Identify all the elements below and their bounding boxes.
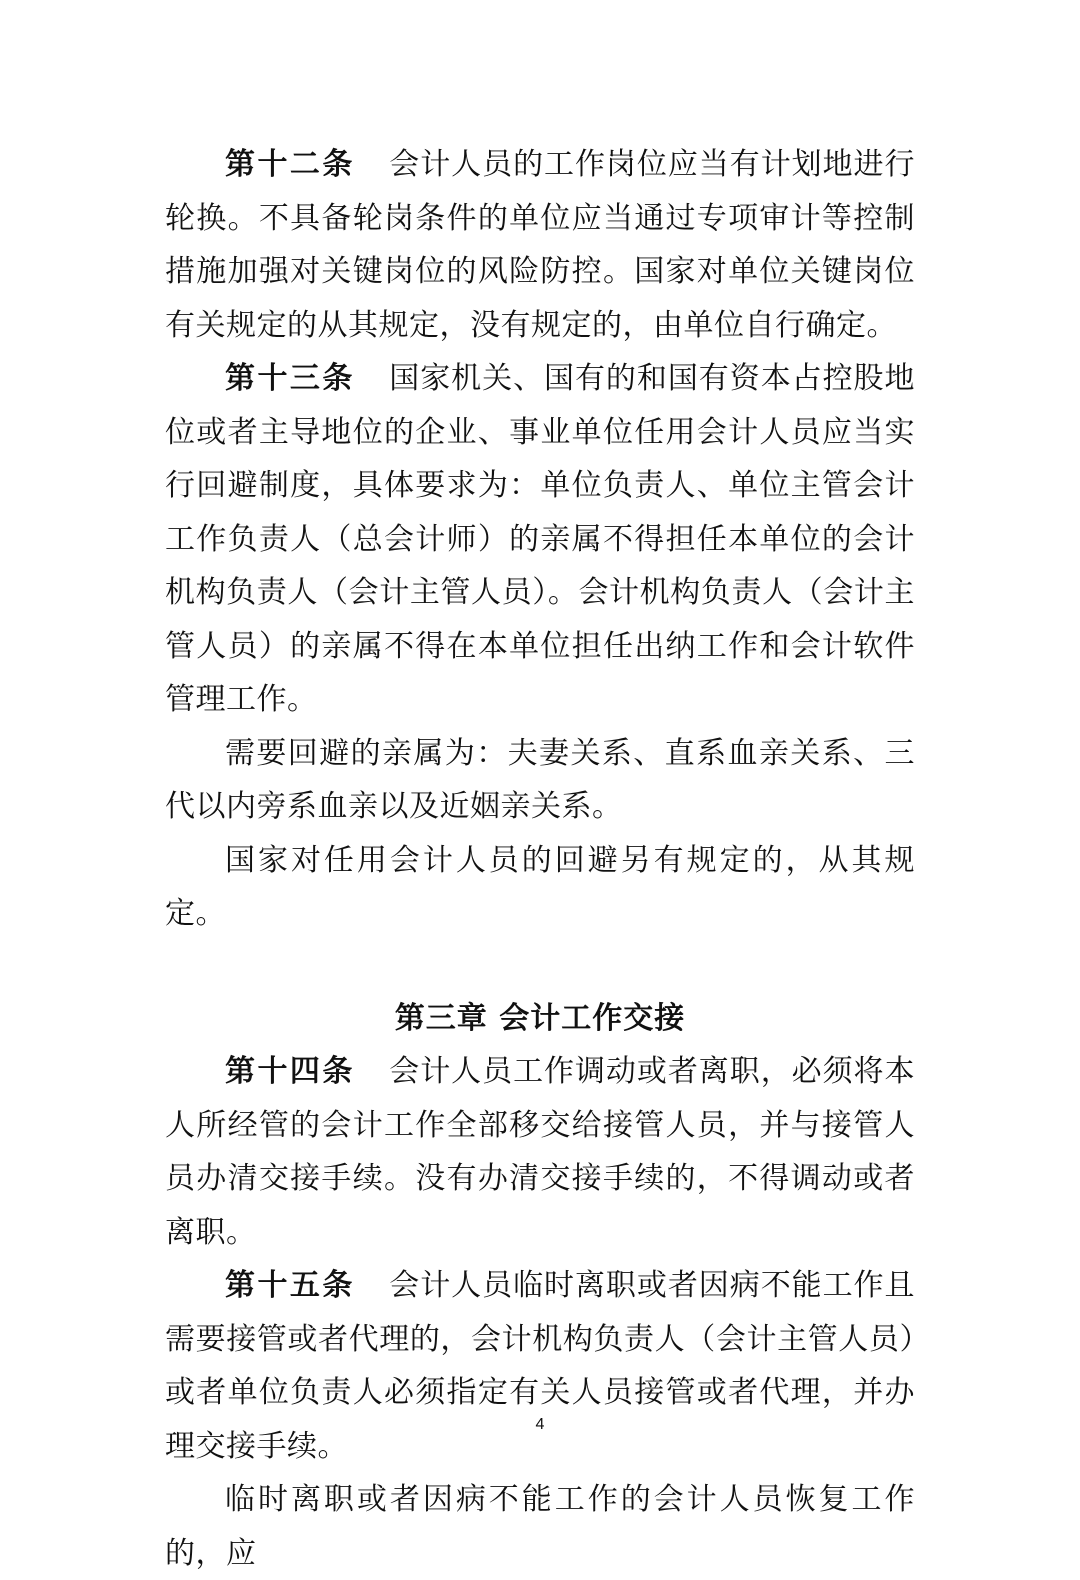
article-15: [165, 1259, 915, 1473]
document-body: [165, 138, 915, 1580]
article-13-text: 国家机关、国有的和国有资本占控股地位或者主导地位的企业、事业单位任用会计人员应当实行回避制度，具体要求为：单位负责人、单位主管会计工作负责人（总会计师）的亲属不得担任本单位的会计机构负责人（会计主管人员）。会计机构负责人（会计主管人员）的亲属不得在本单位担任出纳工作和会计软件管理工作。: [165, 361, 916, 717]
chapter-3-title: 第三章 会计工作交接: [394, 1000, 686, 1036]
article-14-text: 会计人员工作调动或者离职，必须将本人所经管的会计工作全部移交给接管人员，并与接管人员办清交接手续。没有办清交接手续的，不得调动或者离职。: [165, 1054, 916, 1250]
article-12-text: 会计人员的工作岗位应当有计划地进行轮换。不具备轮岗条件的单位应当通过专项审计等控制措施加强对关键岗位的风险防控。国家对单位关键岗位有关规定的从其规定，没有规定的，由单位自行确定。: [165, 147, 916, 343]
article-13: [165, 352, 915, 727]
article-13-para-3: 国家对任用会计人员的回避另有规定的，从其规定。: [165, 842, 915, 931]
article-12-label: 第十二条: [225, 147, 355, 182]
article-14-label: 第十四条: [225, 1054, 355, 1089]
article-15-para-2: 临时离职或者因病不能工作的会计人员恢复工作的，应: [165, 1482, 915, 1571]
article-15-label: 第十五条: [225, 1268, 355, 1303]
article-12: [165, 138, 915, 352]
page-number: 4: [535, 1416, 545, 1433]
article-15-text: 会计人员临时离职或者因病不能工作且需要接管或者代理的，会计机构负责人（会计主管人员）或者单位负责人必须指定有关人员接管或者代理，并办理交接手续。: [165, 1268, 916, 1464]
article-13-label: 第十三条: [225, 361, 355, 396]
article-14: [165, 1045, 915, 1259]
article-13-para-2: 需要回避的亲属为：夫妻关系、直系血亲关系、三代以内旁系血亲以及近姻亲关系。: [165, 735, 915, 824]
